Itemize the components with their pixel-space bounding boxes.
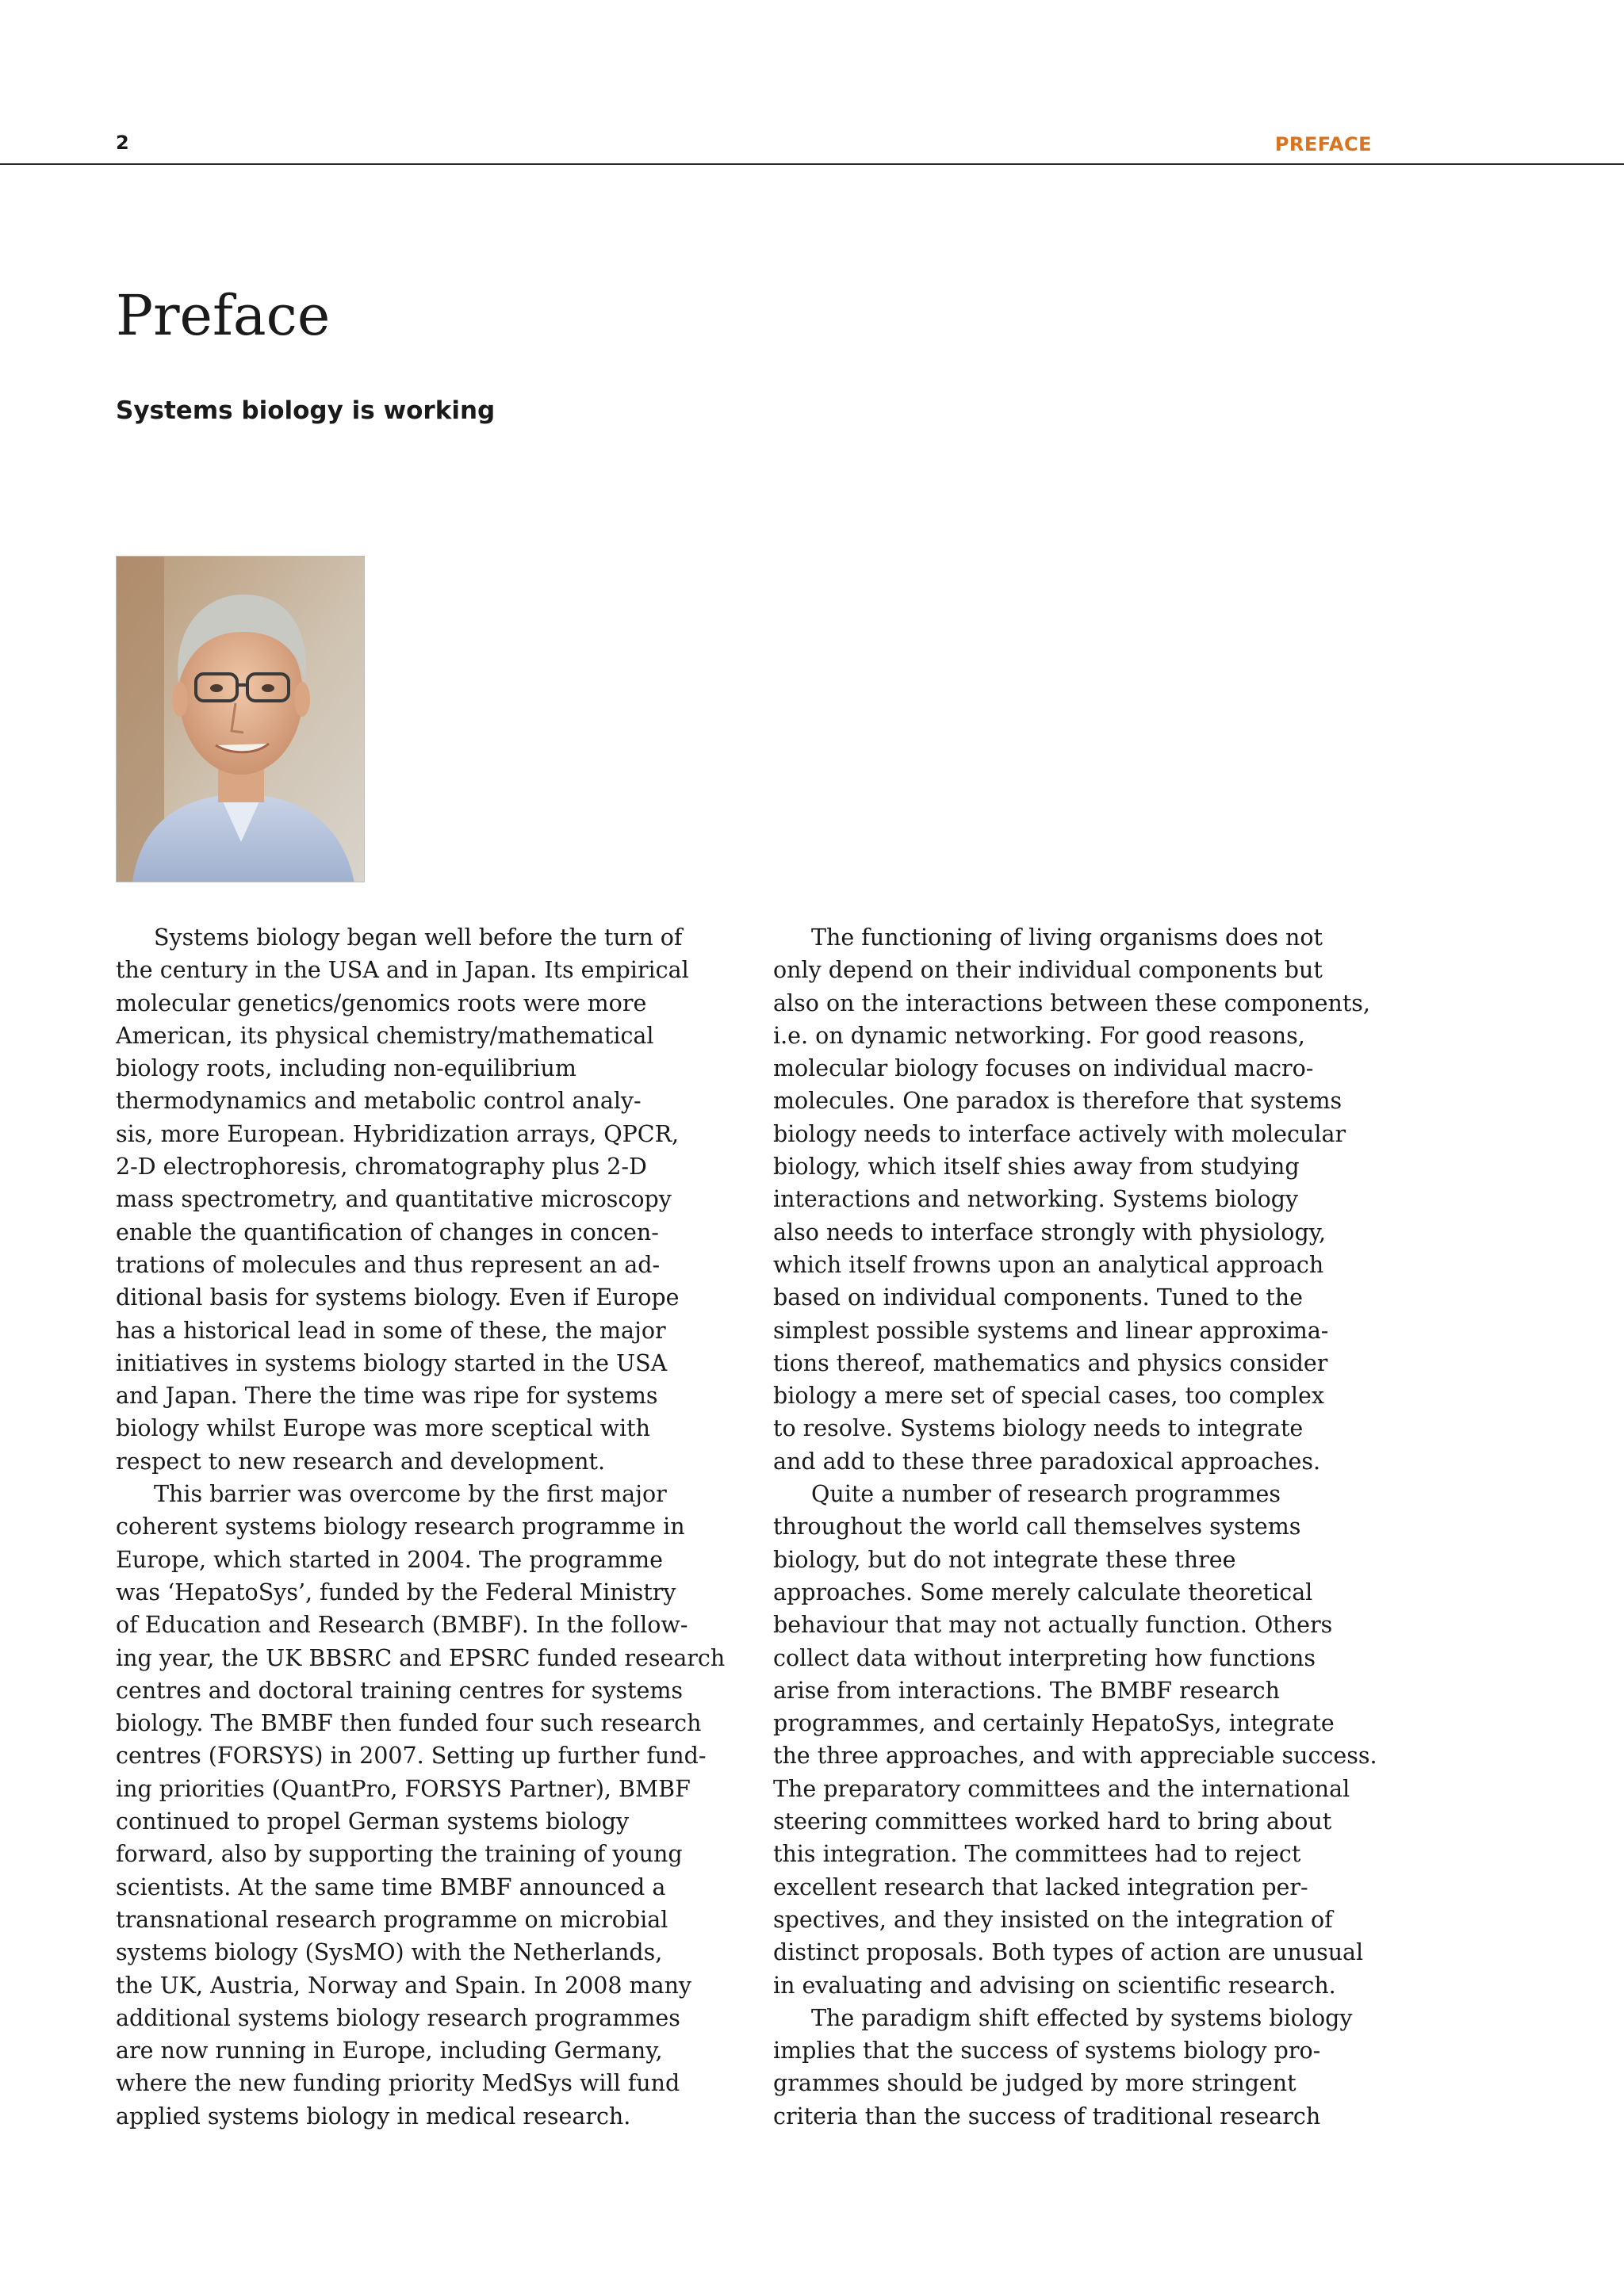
text-line: biology, but do not integrate these three [773, 1546, 1236, 1573]
text-line: criteria than the success of traditional research [773, 2103, 1321, 2130]
text-line: arise from interactions. The BMBF research [773, 1677, 1280, 1704]
text-line: the UK, Austria, Norway and Spain. In 2008 many [116, 1972, 692, 1999]
text-line: applied systems biology in medical research. [116, 2103, 631, 2130]
text-line: also on the interactions between these components, [773, 989, 1370, 1016]
text-line: The preparatory committees and the international [773, 1775, 1350, 1802]
author-portrait [116, 556, 365, 882]
text-line: Europe, which started in 2004. The programme [116, 1546, 663, 1573]
body-text-right-column [773, 921, 1376, 2133]
text-line: are now running in Europe, including Germany, [116, 2038, 663, 2064]
text-line: American, its physical chemistry/mathematical [116, 1022, 654, 1049]
text-line: scientists. At the same time BMBF announced a [116, 1873, 666, 1900]
text-line: centres and doctoral training centres for systems [116, 1677, 684, 1704]
text-line: spectives, and they insisted on the integration of [773, 1906, 1333, 1933]
text-line: this integration. The committees had to reject [773, 1841, 1301, 1868]
text-line: in evaluating and advising on scientific research. [773, 1972, 1336, 1999]
text-line: only depend on their individual components but [773, 957, 1323, 984]
text-line: Systems biology began well before the turn of [154, 924, 683, 951]
text-line: tions thereof, mathematics and physics consider [773, 1349, 1328, 1376]
text-line: mass spectrometry, and quantitative microscopy [116, 1186, 672, 1213]
text-line: molecular biology focuses on individual macro- [773, 1055, 1314, 1082]
text-line: behaviour that may not actually function. Others [773, 1612, 1333, 1639]
text-line: biology. The BMBF then funded four such research [116, 1710, 702, 1737]
text-line: distinct proposals. Both types of action are unusual [773, 1939, 1364, 1966]
text-line: sis, more European. Hybridization arrays, QPCR, [116, 1120, 680, 1147]
subtitle: Systems biology is working [116, 396, 496, 425]
text-line: Quite a number of research programmes [811, 1481, 1281, 1508]
text-line: of Education and Research (BMBF). In the follow- [116, 1612, 688, 1639]
text-line: molecular genetics/genomics roots were more [116, 989, 647, 1016]
text-line: the century in the USA and in Japan. Its empirical [116, 957, 689, 984]
text-line: enable the quantification of changes in concen- [116, 1219, 659, 1246]
text-line: thermodynamics and metabolic control analy- [116, 1088, 642, 1115]
text-line: i.e. on dynamic networking. For good reasons, [773, 1022, 1305, 1049]
text-line: was ‘HepatoSys’, funded by the Federal Ministry [116, 1578, 676, 1605]
text-line: also needs to interface strongly with physiology, [773, 1219, 1327, 1246]
text-line: based on individual components. Tuned to the [773, 1284, 1303, 1311]
text-line: programmes, and certainly HepatoSys, integrate [773, 1710, 1335, 1737]
text-line: biology needs to interface actively with molecular [773, 1120, 1346, 1147]
text-line: respect to new research and development. [116, 1448, 606, 1475]
text-line: steering committees worked hard to bring about [773, 1808, 1332, 1835]
text-line: ditional basis for systems biology. Even if Europe [116, 1284, 680, 1311]
text-line: centres (FORSYS) in 2007. Setting up further fund- [116, 1743, 707, 1770]
text-line: interactions and networking. Systems biology [773, 1186, 1299, 1213]
text-line: throughout the world call themselves systems [773, 1513, 1301, 1540]
text-line: The functioning of living organisms does not [811, 924, 1323, 951]
header-rule [0, 163, 1624, 165]
text-line: trations of molecules and thus represent an ad- [116, 1251, 661, 1278]
text-line: grammes should be judged by more stringent [773, 2070, 1297, 2097]
text-line: approaches. Some merely calculate theoretical [773, 1578, 1313, 1605]
text-line: This barrier was overcome by the first major [154, 1481, 667, 1508]
text-line: The paradigm shift effected by systems biology [811, 2004, 1353, 2031]
page-number: 2 [116, 132, 129, 154]
page-title: Preface [116, 283, 331, 348]
text-line: excellent research that lacked integration per- [773, 1873, 1308, 1900]
text-line: ing priorities (QuantPro, FORSYS Partner), BMBF [116, 1775, 691, 1802]
text-line: molecules. One paradox is therefore that systems [773, 1088, 1342, 1115]
text-line: biology a mere set of special cases, too complex [773, 1383, 1324, 1410]
text-line: forward, also by supporting the training of young [116, 1841, 683, 1868]
text-line: collect data without interpreting how functions [773, 1644, 1316, 1671]
text-line: to resolve. Systems biology needs to integrate [773, 1415, 1304, 1442]
text-line: and add to these three paradoxical approaches. [773, 1448, 1320, 1475]
text-line: biology roots, including non-equilibrium [116, 1055, 576, 1082]
text-line: has a historical lead in some of these, the major [116, 1317, 666, 1344]
body-text-left-column [116, 921, 726, 2133]
text-line: the three approaches, and with appreciable success. [773, 1743, 1377, 1770]
text-line: which itself frowns upon an analytical approach [773, 1251, 1324, 1278]
text-line: initiatives in systems biology started in the USA [116, 1349, 668, 1376]
text-line: biology, which itself shies away from studying [773, 1154, 1300, 1181]
text-line: implies that the success of systems biology pro- [773, 2038, 1321, 2064]
text-line: ing year, the UK BBSRC and EPSRC funded research [116, 1644, 726, 1671]
text-line: transnational research programme on microbial [116, 1906, 668, 1933]
text-line: biology whilst Europe was more sceptical with [116, 1415, 650, 1442]
text-line: continued to propel German systems biology [116, 1808, 630, 1835]
text-line: and Japan. There the time was ripe for systems [116, 1383, 658, 1410]
running-head: PREFACE [1274, 133, 1372, 155]
text-line: systems biology (SysMO) with the Netherlands, [116, 1939, 663, 1966]
text-line: where the new funding priority MedSys will fund [116, 2070, 680, 2097]
text-line: simplest possible systems and linear approxima- [773, 1317, 1329, 1344]
text-line: additional systems biology research programmes [116, 2004, 680, 2031]
text-line: coherent systems biology research programme in [116, 1513, 685, 1540]
text-line: 2-D electrophoresis, chromatography plus 2-D [116, 1154, 647, 1181]
